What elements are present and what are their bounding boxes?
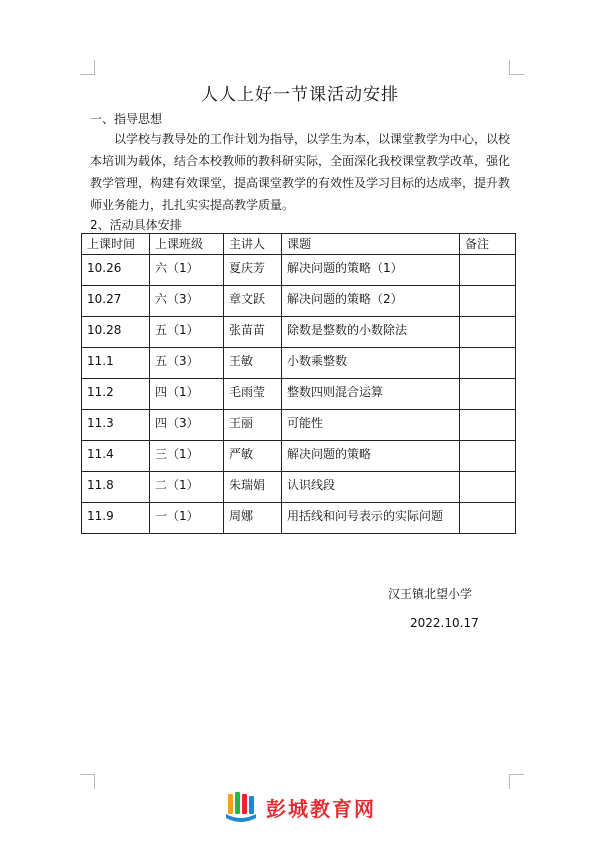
cell-speaker: 王敏 [224,348,282,379]
cell-speaker: 张苗苗 [224,317,282,348]
cell-class: 六（3） [150,286,224,317]
site-brand-name: 彭城教育网 [266,796,376,821]
cell-time: 11.2 [82,379,150,410]
page-corner-mark [509,774,524,789]
cell-note [460,255,516,286]
table-header-row [82,234,516,255]
cell-speaker: 王丽 [224,410,282,441]
cell-class: 三（1） [150,441,224,472]
table-row [82,286,516,317]
section-heading-guiding: 一、指导思想 [90,112,163,126]
header-time: 上课时间 [82,234,150,255]
cell-note [460,503,516,534]
cell-speaker: 周娜 [224,503,282,534]
table-row [82,379,516,410]
cell-time: 11.9 [82,503,150,534]
cell-class: 四（1） [150,379,224,410]
table-row [82,317,516,348]
cell-note [460,348,516,379]
table-row [82,472,516,503]
schedule-table [81,233,516,534]
cell-speaker: 毛雨莹 [224,379,282,410]
section-heading-schedule: 2、活动具体安排 [90,218,182,232]
cell-time: 11.4 [82,441,150,472]
cell-topic: 可能性 [282,410,460,441]
table-row [82,441,516,472]
book-logo-icon [224,790,258,824]
cell-note [460,317,516,348]
cell-topic: 除数是整数的小数除法 [282,317,460,348]
cell-topic: 认识线段 [282,472,460,503]
cell-note [460,472,516,503]
cell-topic: 用括线和问号表示的实际问题 [282,503,460,534]
header-speaker: 主讲人 [224,234,282,255]
site-watermark-logo [224,790,376,824]
table-row [82,410,516,441]
cell-note [460,441,516,472]
page-corner-mark [509,60,524,75]
document-date: 2022.10.17 [410,616,479,630]
page-corner-mark [80,774,95,789]
cell-speaker: 朱瑞娟 [224,472,282,503]
header-note: 备注 [460,234,516,255]
page-title: 人人上好一节课活动安排 [201,85,399,105]
cell-speaker: 严敏 [224,441,282,472]
cell-speaker: 夏庆芳 [224,255,282,286]
cell-topic: 整数四则混合运算 [282,379,460,410]
cell-time: 11.8 [82,472,150,503]
cell-class: 五（3） [150,348,224,379]
header-topic: 课题 [282,234,460,255]
cell-time: 10.27 [82,286,150,317]
cell-topic: 解决问题的策略（2） [282,286,460,317]
cell-class: 四（3） [150,410,224,441]
page-corner-mark [80,60,95,75]
cell-time: 11.3 [82,410,150,441]
cell-class: 一（1） [150,503,224,534]
table-row [82,348,516,379]
cell-time: 10.28 [82,317,150,348]
table-row [82,255,516,286]
cell-note [460,379,516,410]
cell-time: 10.26 [82,255,150,286]
table-row [82,503,516,534]
cell-note [460,286,516,317]
cell-note [460,410,516,441]
cell-topic: 解决问题的策略（1） [282,255,460,286]
cell-class: 六（1） [150,255,224,286]
cell-class: 五（1） [150,317,224,348]
school-name: 汉王镇北望小学 [388,587,473,601]
cell-time: 11.1 [82,348,150,379]
header-class: 上课班级 [150,234,224,255]
cell-class: 二（1） [150,472,224,503]
cell-topic: 解决问题的策略 [282,441,460,472]
cell-speaker: 章文跃 [224,286,282,317]
guiding-paragraph: 以学校与教导处的工作计划为指导，以学生为本，以课堂教学为中心，以校本培训为载体，结合本校教师的教科研实际，全面深化我校课堂教学改革，强化教学管理，构建有效课堂，提高课堂教学的有效性及学习目标的达成率，提升教师业务能力，扎扎实实提高教学质量。 [90,132,511,212]
cell-topic: 小数乘整数 [282,348,460,379]
